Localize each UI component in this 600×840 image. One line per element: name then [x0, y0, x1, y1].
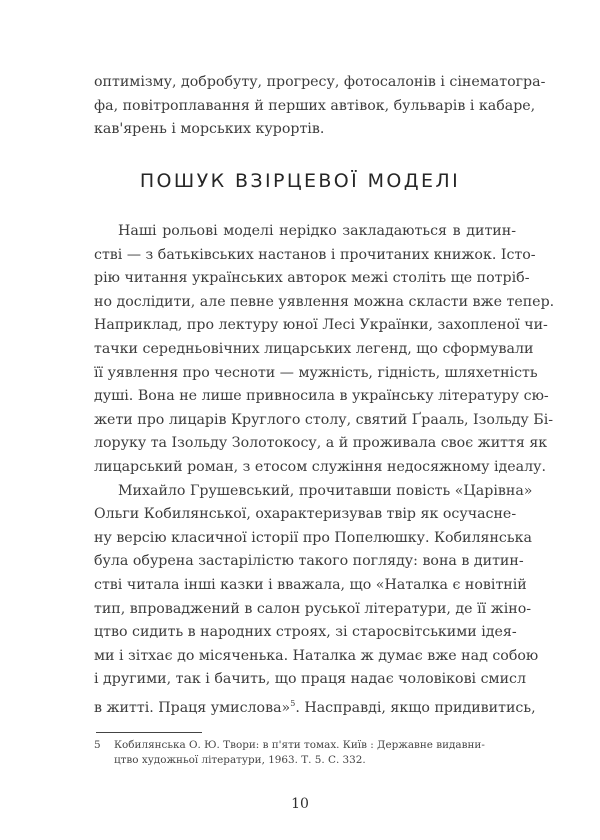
text-line: Наприклад, про лектуру юної Лесі Українки, захопленої чи-: [94, 317, 548, 334]
text-line: і другими, так і бачить, що праця надає чоловікові смисл: [94, 671, 526, 688]
text-line: цтво сидить в народних строях, зі старосвітськими ідея-: [94, 624, 517, 641]
text-line: Ольги Кобилянської, охарактеризував твір як осучасне-: [94, 506, 517, 523]
footnote-text: Кобилянська О. Ю. Твори: в п'яти томах. Київ : Державне видавни-: [114, 739, 485, 751]
text-line: стві — з батьківських настанов і прочитаних книжок. Істо-: [94, 246, 536, 263]
section-heading: ПОШУК ВЗІРЦЕВОЇ МОДЕЛІ: [139, 170, 461, 192]
text-line: тип, впроваджений в салон руської літератури, де її жіно-: [94, 600, 532, 617]
text-span: . Насправді, якщо придивитись,: [295, 699, 536, 716]
text-line: рію читання українських авторок межі століть ще потріб-: [94, 270, 530, 287]
text-line: [94, 692, 536, 716]
text-line: оптимізму, добробуту, прогресу, фотосалонів і сінематогра-: [94, 74, 546, 90]
text-line: ми і зітхає до місяченька. Наталка ж думає вже над собою: [94, 647, 539, 664]
text-line: була обурена застарілістю такого погляду: вона в дитин-: [94, 553, 524, 570]
text-line: душі. Вона не лише привносила в українську літературу сю-: [94, 388, 549, 405]
footnote-line: цтво художньої літератури, 1963. Т. 5. С. 332.: [114, 754, 366, 766]
text-line: стві читала інші казки і вважала, що «Наталка є новітній: [94, 576, 527, 593]
paragraph-1: [94, 220, 555, 480]
continuation-paragraph: [94, 71, 546, 142]
footnote-number: 5: [94, 739, 101, 751]
text-line: ну версію класичної історії про Попелюшку. Кобилянська: [94, 529, 532, 546]
text-line: но дослідити, але певне уявлення можна скласти вже тепер.: [94, 293, 555, 310]
page-number: 10: [291, 796, 309, 812]
text-line: Михайло Грушевський, прочитавши повість «Царівна»: [118, 482, 533, 499]
footnote-divider: [96, 732, 202, 733]
text-line: фа, повітроплавання й перших автівок, бульварів і кабаре,: [94, 97, 536, 114]
footnote-reference[interactable]: 5: [290, 698, 296, 708]
text-span: в житті. Праця умислова»: [94, 699, 291, 716]
text-line: Наші рольові моделі нерідко закладаються в дитин-: [118, 223, 516, 239]
text-line: лоруку та Ізольду Золотокосу, а й проживала своє життя як: [94, 435, 548, 452]
text-line: тачки середньовічних лицарських легенд, що сформували: [94, 340, 534, 357]
text-line: її уявлення про чесноти — мужність, гідність, шляхетність: [94, 364, 538, 381]
text-line: кав'ярень і морських курортів.: [94, 121, 325, 138]
paragraph-2: [94, 480, 539, 716]
footnote-line: [94, 738, 516, 753]
text-line: лицарський роман, з етосом служіння недосяжному ідеалу.: [94, 458, 546, 475]
footnote: [94, 738, 516, 768]
text-line: жети про лицарів Круглого столу, святий Ґрааль, Ізольду Бі-: [94, 411, 554, 428]
